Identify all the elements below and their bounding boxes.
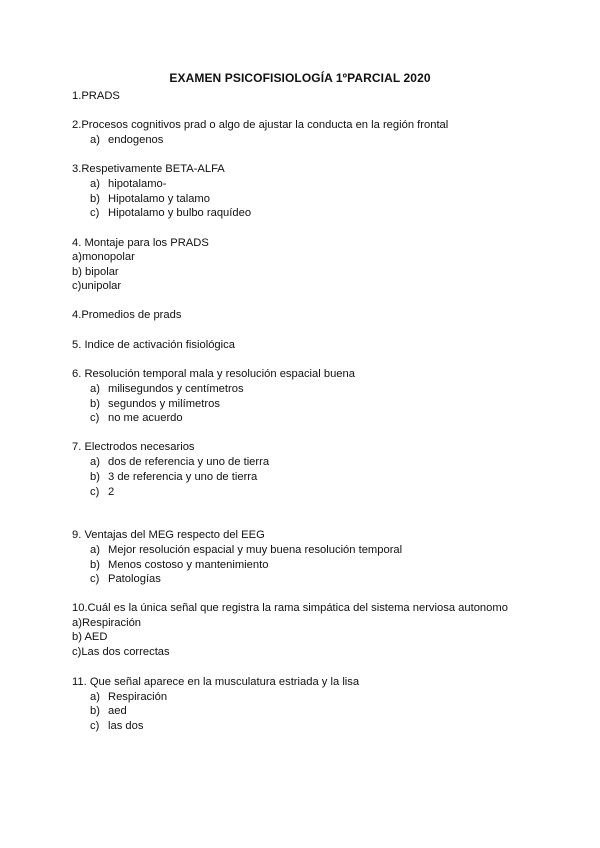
- option-letter: c): [90, 720, 100, 732]
- option-letter: b): [90, 559, 100, 571]
- option-text: no me acuerdo: [108, 412, 183, 424]
- question-3: 3.Respetivamente BETA-ALFA: [72, 163, 225, 175]
- answer-option: c)unipolar: [72, 280, 122, 292]
- question-4: 4. Montaje para los PRADS: [72, 237, 209, 249]
- option-letter: c): [90, 412, 100, 424]
- option-letter: c): [90, 207, 100, 219]
- question-6: 6. Resolución temporal mala y resolución espacial buena: [72, 368, 355, 380]
- question-7: 7. Electrodos necesarios: [72, 441, 195, 453]
- answer-option: b) bipolar: [72, 266, 119, 278]
- option-text: 3 de referencia y uno de tierra: [108, 471, 258, 483]
- answer-option: c)Las dos correctas: [72, 646, 170, 658]
- question-11: 11. Que señal aparece en la musculatura estriada y la lisa: [72, 676, 360, 688]
- option-text: milisegundos y centímetros: [108, 383, 244, 395]
- question-2: 2.Procesos cognitivos prad o algo de ajustar la conducta en la región frontal: [72, 119, 449, 131]
- question-10: 10.Cuál es la única señal que registra la rama simpática del sistema nerviosa autonomo: [72, 602, 508, 614]
- option-letter: b): [90, 398, 100, 410]
- option-letter: b): [90, 705, 100, 717]
- option-text: las dos: [108, 720, 144, 732]
- option-text: Hipotalamo y talamo: [108, 193, 210, 205]
- option-text: 2: [108, 486, 115, 498]
- option-text: Patologías: [108, 573, 161, 585]
- option-letter: a): [90, 383, 100, 395]
- question-4b: 4.Promedios de prads: [72, 309, 182, 321]
- option-letter: a): [90, 456, 100, 468]
- option-text: dos de referencia y uno de tierra: [108, 456, 270, 468]
- option-text: segundos y milímetros: [108, 398, 220, 410]
- option-text: Menos costoso y mantenimiento: [108, 559, 269, 571]
- option-text: hipotalamo-: [108, 178, 167, 190]
- option-letter: c): [90, 573, 100, 585]
- option-text: endogenos: [108, 134, 164, 146]
- answer-option: a)monopolar: [72, 251, 135, 263]
- option-text: aed: [108, 705, 127, 717]
- question-5: 5. Indice de activación fisiológica: [72, 339, 235, 351]
- page-title: EXAMEN PSICOFISIOLOGÍA 1ºPARCIAL 2020: [169, 71, 431, 85]
- option-letter: a): [90, 691, 100, 703]
- question-1: 1.PRADS: [72, 90, 120, 102]
- option-letter: a): [90, 134, 100, 146]
- answer-option: a)Respiración: [72, 617, 142, 629]
- option-letter: a): [90, 544, 100, 556]
- question-9: 9. Ventajas del MEG respecto del EEG: [72, 529, 265, 541]
- option-letter: b): [90, 471, 100, 483]
- option-text: Hipotalamo y bulbo raquídeo: [108, 207, 252, 219]
- answer-option: b) AED: [72, 631, 108, 643]
- option-letter: b): [90, 193, 100, 205]
- option-text: Mejor resolución espacial y muy buena resolución temporal: [108, 544, 403, 556]
- option-text: Respiración: [108, 691, 168, 703]
- option-letter: c): [90, 486, 100, 498]
- option-letter: a): [90, 178, 100, 190]
